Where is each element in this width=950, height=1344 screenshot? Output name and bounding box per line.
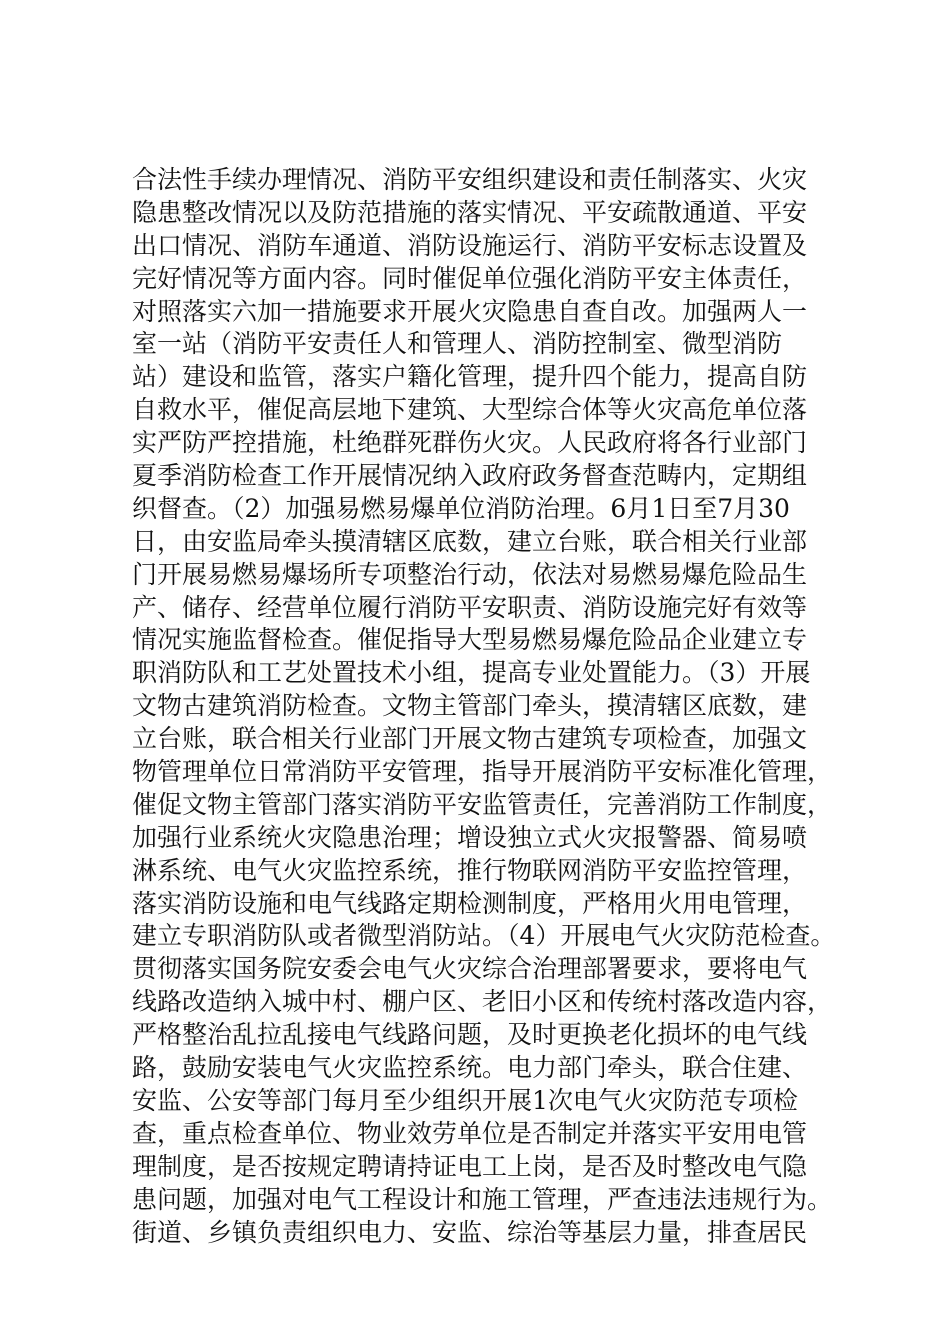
text-line: 室一站（消防平安责任人和管理人、消防控制室、微型消防 bbox=[132, 329, 783, 359]
text-line: 自救水平，催促高层地下建筑、大型综合体等火灾高危单位落 bbox=[132, 395, 808, 425]
text-line: 职消防队和工艺处置技术小组，提高专业处置能力。（3）开展 bbox=[132, 658, 811, 688]
body-paragraph bbox=[132, 164, 852, 1249]
text-line: 对照落实六加一措施要求开展火灾隐患自查自改。加强两人一 bbox=[132, 296, 808, 326]
text-line: 落实消防设施和电气线路定期检测制度，严格用火用电管理， bbox=[132, 888, 808, 918]
text-line: 文物古建筑消防检查。文物主管部门牵头，摸清辖区底数，建 bbox=[132, 691, 808, 721]
text-line: 淋系统、电气火灾监控系统，推行物联网消防平安监控管理， bbox=[132, 855, 808, 885]
text-line: 查，重点检查单位、物业效劳单位是否制定并落实平安用电管 bbox=[132, 1118, 808, 1148]
text-line: 街道、乡镇负责组织电力、安监、综治等基层力量，排查居民 bbox=[132, 1217, 808, 1247]
text-line: 产、储存、经营单位履行消防平安职责、消防设施完好有效等 bbox=[132, 592, 808, 622]
text-line: 情况实施监督检查。催促指导大型易燃易爆危险品企业建立专 bbox=[132, 625, 808, 655]
text-line: 加强行业系统火灾隐患治理；增设独立式火灾报警器、简易喷 bbox=[132, 822, 808, 852]
text-line: 门开展易燃易爆场所专项整治行动，依法对易燃易爆危险品生 bbox=[132, 559, 808, 589]
text-line: 贯彻落实国务院安委会电气火灾综合治理部署要求，要将电气 bbox=[132, 954, 808, 984]
text-line: 催促文物主管部门落实消防平安监管责任，完善消防工作制度， bbox=[132, 789, 833, 819]
text-line: 安监、公安等部门每月至少组织开展1次电气火灾防范专项检 bbox=[132, 1085, 798, 1115]
text-line: 理制度，是否按规定聘请持证电工上岗，是否及时整改电气隐 bbox=[132, 1151, 808, 1181]
text-line: 严格整治乱拉乱接电气线路问题，及时更换老化损坏的电气线 bbox=[132, 1020, 808, 1050]
text-line: 路，鼓励安装电气火灾监控系统。电力部门牵头，联合住建、 bbox=[132, 1053, 808, 1083]
text-line: 物管理单位日常消防平安管理，指导开展消防平安标准化管理， bbox=[132, 757, 833, 787]
text-line: 夏季消防检查工作开展情况纳入政府政务督查范畴内，定期组 bbox=[132, 461, 808, 491]
text-line: 线路改造纳入城中村、棚户区、老旧小区和传统村落改造内容， bbox=[132, 987, 833, 1017]
text-line: 站）建设和监管，落实户籍化管理，提升四个能力，提高自防 bbox=[132, 362, 808, 392]
text-line: 合法性手续办理情况、消防平安组织建设和责任制落实、火灾 bbox=[132, 165, 808, 194]
text-line: 立台账，联合相关行业部门开展文物古建筑专项检查，加强文 bbox=[132, 724, 808, 754]
text-line: 织督查。（2）加强易燃易爆单位消防治理。6月1日至7月30 bbox=[132, 493, 790, 523]
text-line: 完好情况等方面内容。同时催促单位强化消防平安主体责任， bbox=[132, 263, 808, 293]
text-line: 日，由安监局牵头摸清辖区底数，建立台账，联合相关行业部 bbox=[132, 526, 808, 556]
text-line: 出口情况、消防车通道、消防设施运行、消防平安标志设置及 bbox=[132, 230, 808, 260]
text-line: 建立专职消防队或者微型消防站。（4）开展电气火灾防范检查。 bbox=[132, 921, 836, 951]
text-line: 患问题，加强对电气工程设计和施工管理，严查违法违规行为。 bbox=[132, 1184, 833, 1214]
text-line: 隐患整改情况以及防范措施的落实情况、平安疏散通道、平安 bbox=[132, 197, 808, 227]
text-line: 实严防严控措施，杜绝群死群伤火灾。人民政府将各行业部门 bbox=[132, 428, 808, 458]
